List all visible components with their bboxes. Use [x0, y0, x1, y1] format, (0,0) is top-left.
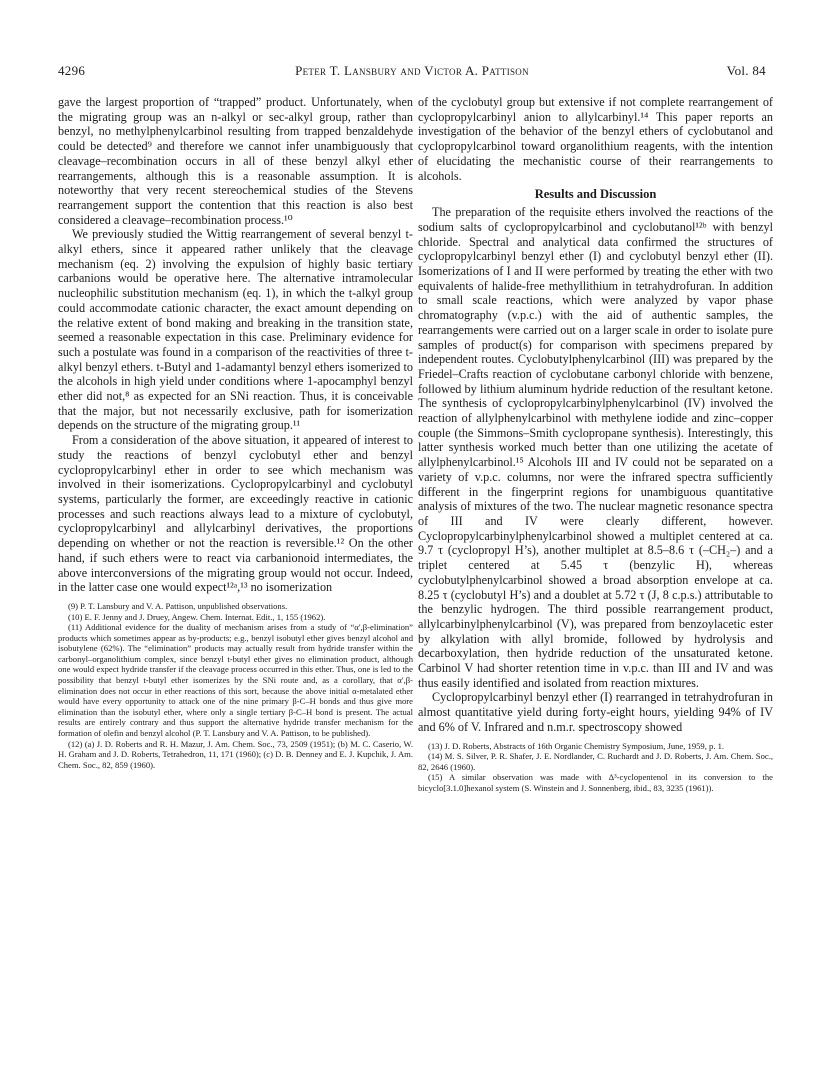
- footnote: (14) M. S. Silver, P. R. Shafer, J. E. Nordlander, C. Ruchardt and J. D. Roberts, J. Am. Chem. Soc., 82, 2646 (1960).: [418, 751, 773, 772]
- right-column: [418, 95, 773, 794]
- footnote: (15) A similar observation was made with Δ³-cyclopentenol in its conversion to the bicyclo[3.1.0]hexanol system (S. Winstein and J. Sonnenberg, ibid., 83, 3235 (1961)).: [418, 772, 773, 793]
- volume-label: Vol. 84: [726, 63, 766, 78]
- body-paragraph: From a consideration of the above situation, it appeared of interest to study the reactions of benzyl cyclobutyl ether and benzyl cyclopropylcarbinyl ether in order to see which mechanism was involved in their isomerizations. Cyclopropylcarbinyl and cyclobutyl systems, particularly the former, are exceedingly reactive in cationic processes and such reactions always lead to a mixture of cyclobutyl, cyclopropylcarbinyl and allylcarbinyl derivatives, the proportions depending on whether or not the reaction is reversible.¹² On the other hand, if such ethers were to react via carbanionoid intermediates, the above interconversions of the migrating group would not occur. Indeed, in the latter case one would expect¹²ᵃ,¹³ no isomerization: [58, 433, 413, 595]
- footnote: (12) (a) J. D. Roberts and R. H. Mazur, J. Am. Chem. Soc., 73, 2509 (1951); (b) M. C. Caserio, W. H. Graham and J. D. Roberts, Tetrahedron, 11, 171 (1960); (c) D. B. Denney and E. J. Kupchik, J. Am. Chem. Soc., 82, 859 (1960).: [58, 738, 413, 770]
- section-heading: Results and Discussion: [534, 187, 657, 202]
- left-column: [58, 95, 413, 770]
- body-paragraph: of the cyclobutyl group but extensive if not complete rearrangement of cyclopropylcarbinyl anion to allylcarbinyl.¹⁴ This paper reports an investigation of the behavior of the benzyl ethers of cyclobutanol and cyclopropylcarbinol toward organolithium reagents, with the intention of elucidating the mechanistic course of their rearrangements to alcohols.: [418, 95, 773, 183]
- running-authors: Peter T. Lansbury and Victor A. Pattison: [295, 63, 529, 78]
- footnote: (9) P. T. Lansbury and V. A. Pattison, unpublished observations.: [68, 600, 288, 611]
- page-number: 4296: [58, 63, 86, 78]
- footnote: (10) E. F. Jenny and J. Druey, Angew. Chem. Internat. Edit., 1, 155 (1962).: [68, 611, 326, 622]
- body-paragraph: gave the largest proportion of “trapped” product. Unfortunately, when the migrating group was an n-alkyl or sec-alkyl group, rather than benzyl, no methylphenylcarbinol resulting from trapped benzaldehyde could be detected⁹ and therefore we cannot infer unambiguously that cleavage–recombination occurs in all of these benzyl alkyl ether rearrangements, although this is a reasonable assumption. It is noteworthy that very recent stereochemical studies of the Stevens rearrangement support the contention that this reaction is also best considered a cleavage–recombination process.¹⁰: [58, 95, 413, 227]
- footnotes-left: [58, 601, 413, 771]
- body-paragraph: Cyclopropylcarbinyl benzyl ether (I) rearranged in tetrahydrofuran in almost quantitative yield during forty-eight hours, yielding 94% of IV and 6% of V. Infrared and n.m.r. spectroscopy showed: [418, 690, 773, 734]
- footnotes-right: [418, 741, 773, 794]
- body-paragraph: We previously studied the Wittig rearrangement of several benzyl t-alkyl ethers, since it appeared rather unlikely that the cleavage mechanism (eq. 2) involving the expulsion of highly basic tertiary carbanions would be operative here. The alternative intramolecular nucleophilic substitution mechanism (eq. 1), in which the t-alkyl group could accommodate cationic character, the exact amount depending on the relative extent of bond making and breaking in the transition state, seemed a reasonable expectation in this case. Preliminary evidence for such a postulate was found in a comparison of the reactivities of three t-alkyl benzyl ethers. t-Butyl and 1-adamantyl benzyl ethers isomerized to the alcohols in high yield under conditions where 1-apocamphyl benzyl ether did not,⁸ as expected for an SNi reaction. Thus, it is conceivable that the major, but not necessarily exclusive, path for isomerization depends on the structure of the migrating group.¹¹: [58, 227, 413, 433]
- footnote: (13) J. D. Roberts, Abstracts of 16th Organic Chemistry Symposium, June, 1959, p. 1.: [428, 740, 725, 751]
- body-paragraph: The preparation of the requisite ethers involved the reactions of the sodium salts of cyclopropylcarbinol and cyclobutanol¹²ᵇ with benzyl chloride. Spectral and analytical data confirmed the structures of cyclopropylcarbinyl benzyl ether (I) and cyclobutyl benzyl ether (II). Isomerizations of I and II were performed by treating the ether with two equivalents of halide-free methyllithium in tetrahydrofuran. In addition to small scale reactions, which were analyzed by vapor phase chromatography (v.p.c.) with the aid of authentic samples, the rearrangements were carried out on a larger scale in order to isolate pure samples of product(s) for comparison with specimens prepared by independent routes. Cyclobutylphenylcarbinol (III) was prepared by the Friedel–Crafts reaction of cyclobutane carbonyl chloride with benzene, followed by lithium aluminum hydride reduction of the resultant ketone. The synthesis of cyclopropylcarbinylphenylcarbinol (IV) involved the reaction of allylphenylcarbinol with methylene iodide and zinc–copper couple (the Simmons–Smith cyclopropane synthesis). Interestingly, this latter synthesis worked much better than one utilizing the acetate of allylphenylcarbinol.¹⁵ Alcohols III and IV could not be separated on a variety of v.p.c. columns, nor were the infrared spectra sufficiently different in the fingerprint regions for unambiguous quantitative analysis of mixtures of the two. The nuclear magnetic resonance spectra of III and IV were clearly different, however. Cyclopropylcarbinylphenylcarbinol showed a multiplet centered at ca. 9.7 τ (cyclopropyl H’s), another multiplet at 8.5–8.6 τ (–CH₂–) and a triplet centered at 5.45 τ (benzylic H), whereas cyclobutylphenylcarbinol showed a broad absorption envelope at ca. 8.25 τ (cyclobutyl H’s) and a doublet at 5.72 τ (J, 8 c.p.s.) attributable to the benzylic hydrogen. The third possible rearrangement product, allylcarbinylphenylcarbinol (V), was prepared from benzoylacetic ester by alkylation with allyl bromide, followed by hydrolysis and decarboxylation, then hydride reduction of the unsaturated ketone. Carbinol V had shorter retention time in v.p.c. than III and IV and was thus easily identified and isolated from reaction mixtures.: [418, 205, 773, 690]
- running-header: [58, 63, 766, 79]
- footnote: (11) Additional evidence for the duality of mechanism arises from a study of “α′,β-elimination” products which sometimes appear as by-products; e.g., benzyl isobutyl ether gives benzyl alcohol and isobutylene (62%). The “elimination” products may actually result from hydride transfer within the carbonyl–organolithium complex, since benzyl t-butyl ether gives no elimination product, although one would expect hydride transfer if the cleavage process occurred in this ether. Thus, one is led to the possibility that benzyl t-butyl ether isomerizes by the SNi route and, as a corollary, that α′,β-elimination does not occur in ether reactions of this sort, because the above initial α-metalated ether would have every opportunity to attack one of the nine primary β-C–H bonds and thus give more elimination than the isobutyl ether, where only a single tertiary β-C–H bond is present. The actual results are entirely contrary and thus support the alternative hydride transfer mechanism for the formation of olefin and benzyl alcohol (P. T. Lansbury and V. A. Pattison, to be published).: [58, 622, 413, 739]
